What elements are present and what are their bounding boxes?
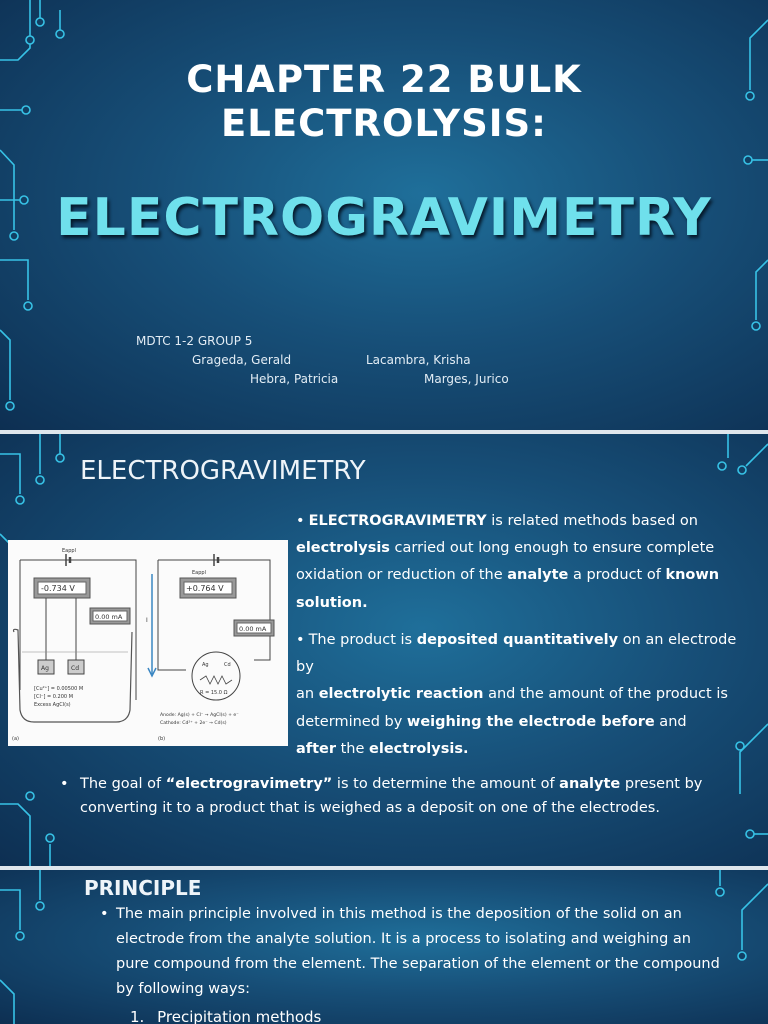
electrolysis-apparatus-figure bbox=[8, 540, 288, 746]
member-name: Marges, Jurico bbox=[424, 372, 509, 386]
list-number: 1. bbox=[130, 1008, 145, 1024]
keyword: known solution. bbox=[296, 567, 720, 611]
figure-b-label: (b) bbox=[158, 736, 166, 742]
solution-line-2: [Cl⁻] = 0.200 M bbox=[34, 694, 74, 700]
member-name: Lacambra, Krisha bbox=[366, 353, 471, 367]
text: and the amount of the product is determined by bbox=[296, 686, 728, 730]
text: carried out long enough to ensure complete oxidation or reduction of the bbox=[296, 540, 715, 584]
ammeter-b-reading: 0.00 mA bbox=[239, 625, 267, 633]
text: The product is bbox=[308, 632, 417, 648]
apparatus-diagram bbox=[8, 540, 288, 746]
resistance-label: R = 15.0 Ω bbox=[200, 690, 228, 696]
ammeter-a-reading: 0.00 mA bbox=[95, 613, 123, 621]
keyword: ELECTROGRAVIMETRY bbox=[308, 513, 487, 529]
title-line-1: CHAPTER 22 BULK bbox=[186, 58, 582, 101]
keyword: analyte bbox=[507, 567, 569, 584]
text: and bbox=[654, 713, 687, 730]
keyword: analyte bbox=[559, 776, 621, 792]
member-name: Grageda, Gerald bbox=[192, 353, 292, 367]
member-name: Hebra, Patricia bbox=[250, 372, 339, 386]
bullet-2 bbox=[296, 627, 746, 763]
cd-electrode-label: Cd bbox=[224, 662, 231, 668]
list-item bbox=[130, 1008, 321, 1024]
keyword: electrolytic reaction bbox=[318, 686, 484, 703]
bullet-dot: • bbox=[60, 776, 69, 792]
principle-slide bbox=[0, 870, 768, 1024]
keyword: deposited quantitatively bbox=[416, 632, 619, 648]
chapter-title bbox=[0, 58, 768, 146]
text: the bbox=[336, 740, 370, 757]
keyword: after bbox=[296, 740, 337, 757]
solution-line-1: [Cu²⁺] = 0.00500 M bbox=[34, 686, 84, 692]
text: a product of bbox=[568, 567, 666, 584]
cathode-equation: Cathode: Cd²⁺ + 2e⁻ → Cd(s) bbox=[160, 721, 227, 726]
eappl-label: Eappl bbox=[62, 548, 76, 554]
bullet-dot: • bbox=[100, 906, 109, 922]
subtitle: ELECTROGRAVIMETRY bbox=[56, 188, 712, 248]
keyword: “electrogravimetry” bbox=[165, 776, 333, 792]
current-label: I bbox=[146, 617, 148, 624]
principle-text: The main principle involved in this method is the deposition of the solid on an electrode from the analyte solution. It is a process to isolating and weighing an pure compound from the element. The separation of the element or the compound by following ways: bbox=[116, 906, 720, 997]
title-slide bbox=[0, 0, 768, 430]
keyword: weighing the electrode before bbox=[406, 713, 655, 730]
slide-title: ELECTROGRAVIMETRY bbox=[80, 456, 366, 486]
voltmeter-b-reading: +0.764 V bbox=[186, 584, 224, 593]
figure-a-label: (a) bbox=[12, 736, 19, 742]
text: is related methods based on bbox=[486, 513, 698, 529]
keyword: electrolysis bbox=[296, 540, 390, 557]
principle-bullet bbox=[100, 902, 726, 1002]
text: an bbox=[296, 686, 319, 703]
voltmeter-a-reading: -0.734 V bbox=[41, 584, 75, 593]
text: on an electrode by bbox=[296, 632, 737, 676]
bullet-1 bbox=[296, 508, 746, 617]
eappl-label: Eappl bbox=[192, 570, 206, 576]
keyword: electrolysis. bbox=[369, 740, 469, 757]
text: The goal of bbox=[80, 776, 166, 792]
ag-electrode-label: Ag bbox=[41, 665, 49, 672]
list-text: Precipitation methods bbox=[157, 1008, 322, 1024]
group-label: MDTC 1-2 GROUP 5 bbox=[136, 334, 253, 348]
solution-line-3: Excess AgCl(s) bbox=[34, 702, 71, 708]
slide-title: PRINCIPLE bbox=[84, 876, 202, 900]
text: is to determine the amount of bbox=[332, 776, 560, 792]
goal-bullet bbox=[60, 772, 730, 820]
ag-electrode-label: Ag bbox=[202, 662, 209, 668]
text: present by converting it to a product that is weighed as a deposit on one of the electrodes. bbox=[80, 776, 703, 816]
bullet-dot: • bbox=[296, 632, 305, 648]
definition-slide bbox=[0, 434, 768, 866]
title-line-2: ELECTROLYSIS: bbox=[221, 102, 547, 145]
cd-electrode-label: Cd bbox=[71, 665, 79, 672]
anode-equation: Anode: Ag(s) + Cl⁻ → AgCl(s) + e⁻ bbox=[160, 713, 239, 718]
bullet-dot: • bbox=[296, 513, 305, 529]
